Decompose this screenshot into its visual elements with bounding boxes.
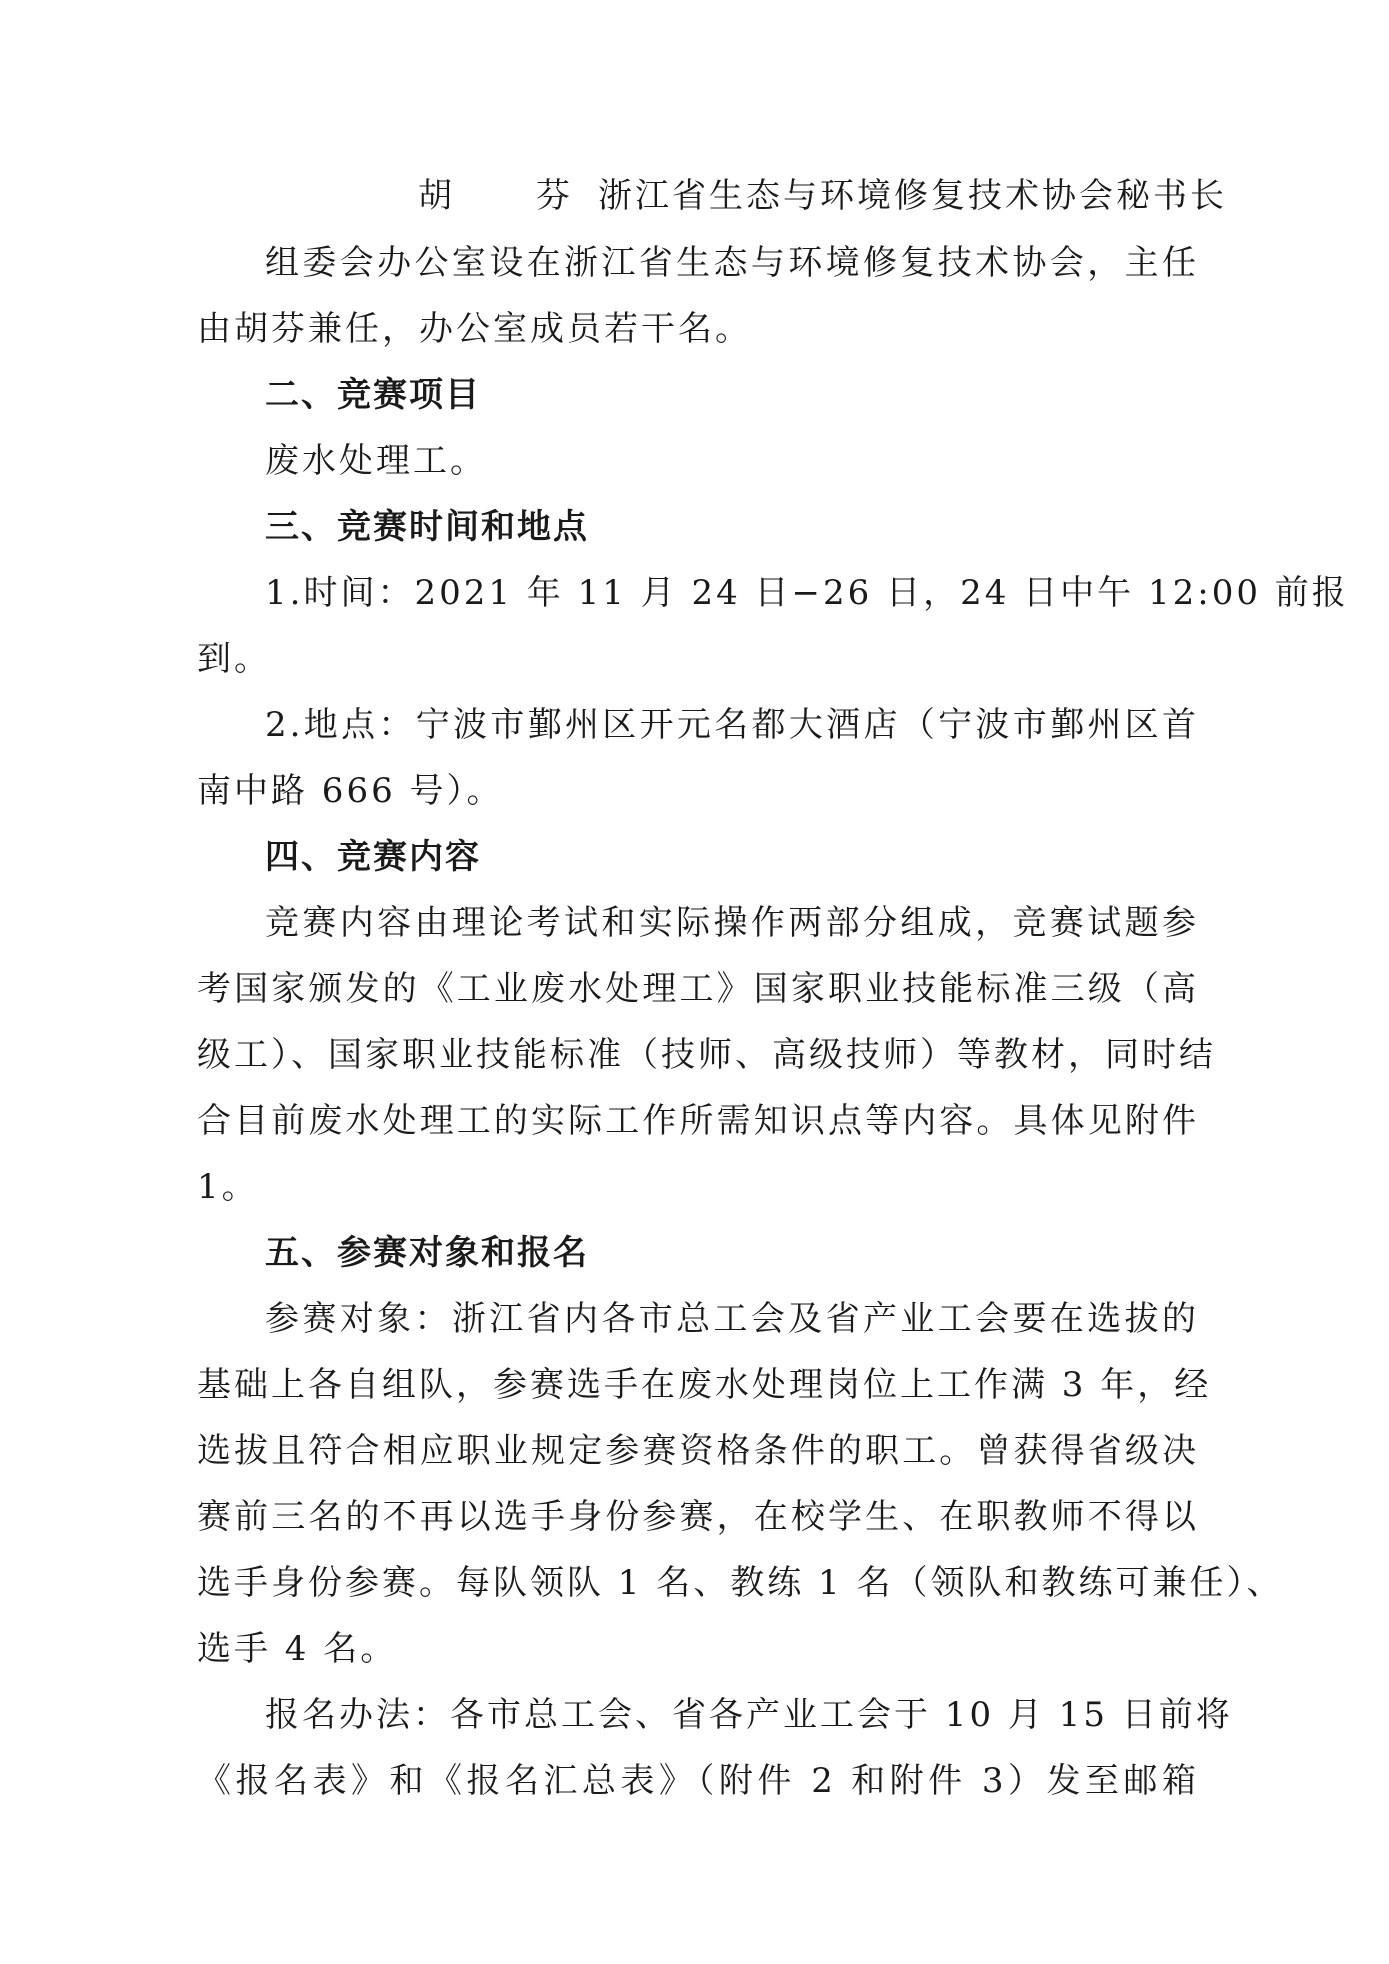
- section-heading-2: 二、竞赛项目: [265, 375, 481, 415]
- member-name-part1: 胡: [418, 176, 455, 216]
- registration-line1: 报名办法：各市总工会、省各产业工会于 10 月 15 日前将: [265, 1695, 1233, 1735]
- office-paragraph-line2: 由胡芬兼任，办公室成员若干名。: [197, 309, 752, 349]
- section-heading-5: 五、参赛对象和报名: [265, 1233, 589, 1273]
- office-paragraph-line1: 组委会办公室设在浙江省生态与环境修复技术协会，主任: [265, 243, 1199, 283]
- eligibility-line4: 赛前三名的不再以选手身份参赛，在校学生、在职教师不得以: [197, 1497, 1199, 1537]
- content-line3: 级工）、国家职业技能标准（技师、高级技师）等教材，同时结: [197, 1035, 1216, 1075]
- eligibility-line3: 选拔且符合相应职业规定参赛资格条件的职工。曾获得省级决: [197, 1431, 1199, 1471]
- section2-text: 废水处理工。: [265, 441, 487, 481]
- content-line1: 竞赛内容由理论考试和实际操作两部分组成，竞赛试题参: [265, 903, 1199, 943]
- member-title: 浙江省生态与环境修复技术协会秘书长: [598, 176, 1227, 216]
- section-heading-4: 四、竞赛内容: [265, 837, 481, 877]
- committee-member-line: [418, 176, 1227, 216]
- eligibility-line6: 选手 4 名。: [197, 1629, 398, 1669]
- content-line2: 考国家颁发的《工业废水处理工》国家职业技能标准三级（高: [197, 969, 1199, 1009]
- eligibility-line2: 基础上各自组队，参赛选手在废水处理岗位上工作满 3 年，经: [197, 1365, 1212, 1405]
- member-name-part2: 芬: [536, 176, 573, 216]
- time-line2: 到。: [197, 639, 271, 679]
- content-line5: 1。: [197, 1167, 259, 1207]
- eligibility-line5: 选手身份参赛。每队领队 1 名、教练 1 名（领队和教练可兼任）、: [197, 1563, 1284, 1603]
- time-line1: 1.时间：2021 年 11 月 24 日−26 日，24 日中午 12:00 前报: [265, 573, 1349, 613]
- registration-line2: 《报名表》和《报名汇总表》（附件 2 和附件 3）发至邮箱: [197, 1761, 1199, 1801]
- place-line1: 2.地点：宁波市鄞州区开元名都大酒店（宁波市鄞州区首: [265, 705, 1199, 745]
- content-line4: 合目前废水处理工的实际工作所需知识点等内容。具体见附件: [197, 1101, 1199, 1141]
- eligibility-line1: 参赛对象：浙江省内各市总工会及省产业工会要在选拔的: [265, 1299, 1199, 1339]
- section-heading-3: 三、竞赛时间和地点: [265, 507, 589, 547]
- place-line2: 南中路 666 号）。: [197, 771, 504, 811]
